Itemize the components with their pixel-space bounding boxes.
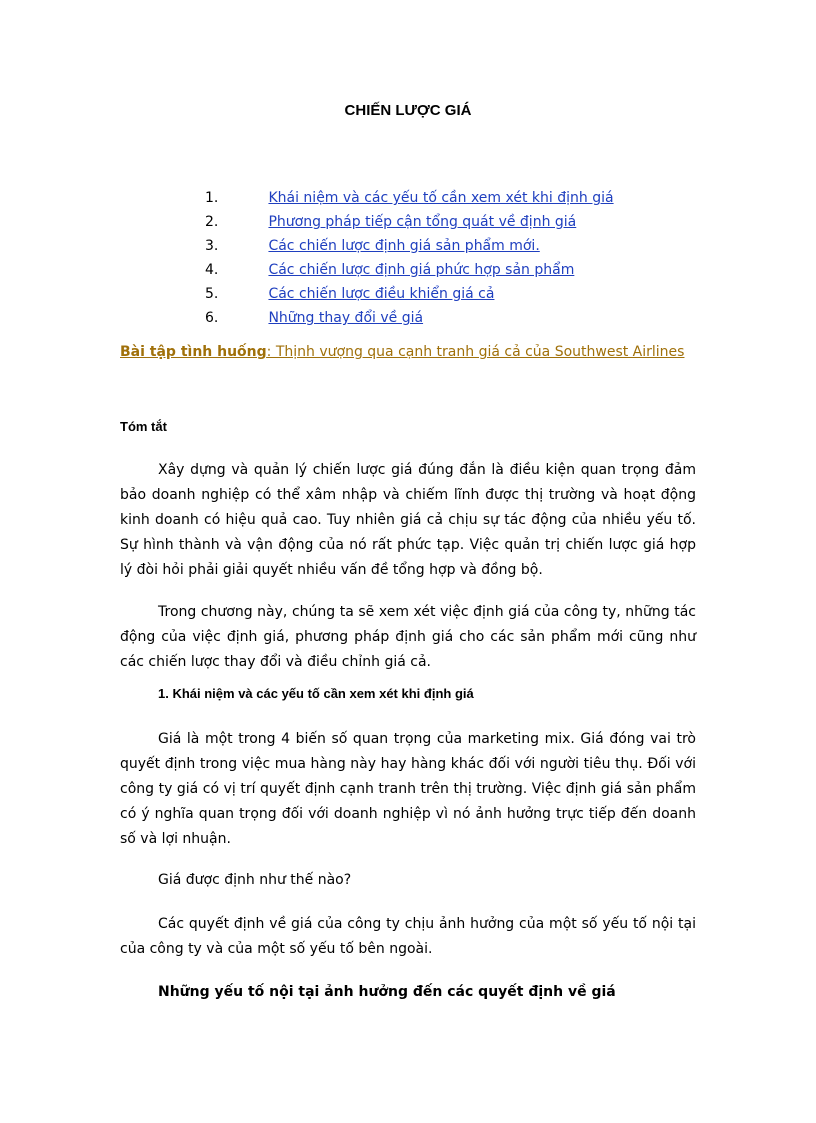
sub-heading: Những yếu tố nội tại ảnh hưởng đến các quyết định về giá: [158, 984, 616, 1000]
toc-item: [205, 306, 614, 330]
summary-paragraph-1: Xây dựng và quản lý chiến lược giá đúng đắn là điều kiện quan trọng đảm bảo doanh nghiệp có thể xâm nhập và chiếm lĩnh được thị trường và hoạt động kinh doanh có hiệu quả cao. Tuy nhiên giá cả chịu sự tác động của nhiều yếu tố. Sự hình thành và vận động của nó rất phức tạp. Việc quản trị chiến lược giá hợp lý đòi hỏi phải giải quyết nhiều vấn đề tổng hợp và đồng bộ.: [120, 462, 696, 578]
toc-item: [205, 234, 614, 258]
toc-link-new-product-pricing[interactable]: Các chiến lược định giá sản phẩm mới.: [268, 238, 540, 254]
toc-number: 5.: [205, 286, 219, 302]
toc-number: 6.: [205, 310, 219, 326]
toc-link-concepts[interactable]: Khái niệm và các yếu tố cần xem xét khi định giá: [268, 190, 614, 206]
page-title: CHIẾN LƯỢC GIÁ: [344, 102, 472, 119]
toc-item: [205, 258, 614, 282]
toc-link-price-changes[interactable]: Những thay đổi về giá: [268, 310, 424, 326]
section-heading: 1. Khái niệm và các yếu tố cần xem xét khi định giá: [158, 686, 474, 701]
case-study-label: Bài tập tình huống: [120, 344, 267, 360]
toc-number: 1.: [205, 190, 219, 206]
body-paragraph-question: Giá được định như thế nào?: [158, 872, 352, 888]
toc-item: [205, 210, 614, 234]
toc-item: [205, 186, 614, 210]
case-study-link[interactable]: [120, 344, 684, 360]
toc-item: [205, 282, 614, 306]
summary-paragraph-2: Trong chương này, chúng ta sẽ xem xét việc định giá của công ty, những tác động của việc định giá, phương pháp định giá cho các sản phẩm mới cũng như các chiến lược thay đổi và điều chỉnh giá cả.: [120, 604, 696, 670]
toc-number: 2.: [205, 214, 219, 230]
toc-link-product-mix-pricing[interactable]: Các chiến lược định giá phức hợp sản phẩm: [268, 262, 575, 278]
toc-link-general-approach[interactable]: Phương pháp tiếp cận tổng quát về định giá: [268, 214, 577, 230]
toc-link-price-adjustment[interactable]: Các chiến lược điều khiển giá cả: [268, 286, 495, 302]
body-paragraph-factors: Các quyết định về giá của công ty chịu ảnh hưởng của một số yếu tố nội tại của công ty và của một số yếu tố bên ngoài.: [120, 916, 696, 957]
summary-heading: Tóm tắt: [120, 419, 167, 434]
toc-number: 3.: [205, 238, 219, 254]
toc-number: 4.: [205, 262, 219, 278]
table-of-contents: [205, 186, 614, 330]
body-paragraph-price-role: Giá là một trong 4 biến số quan trọng của marketing mix. Giá đóng vai trò quyết định trong việc mua hàng này hay hàng khác đối với người tiêu thụ. Đối với công ty giá có vị trí quyết định cạnh tranh trên thị trường. Việc định giá sản phẩm có ý nghĩa quan trọng đối với doanh nghiệp vì nó ảnh hưởng trực tiếp đến doanh số và lợi nhuận.: [120, 731, 696, 847]
case-study-text: : Thịnh vượng qua cạnh tranh giá cả của Southwest Airlines: [266, 344, 685, 360]
